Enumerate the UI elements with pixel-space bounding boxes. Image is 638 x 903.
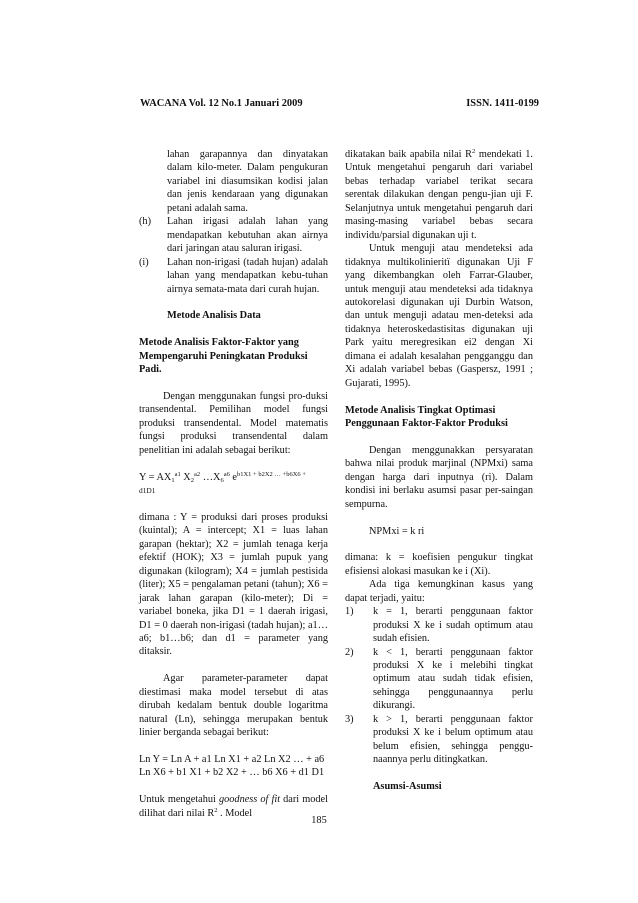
list-label: 2) bbox=[345, 646, 354, 658]
list-item-i bbox=[139, 256, 328, 296]
paragraph: dimana : Y = produksi dari proses produksi (kuintal); A = intercept; X1 = luas lahan garapan (hektar); X2 = jumlah tenaga kerja efektif (HOK); X3 = jumlah pupuk yang digunakan (kilogram); X4 = jumlah pestisida (liter); X5 = pengalaman petani (tahun); X6 = jarak lahan garapan (kilo-meter); Di = variabel boneka, jika D1 = 1 daerah irigasi, D1 = 0 daerah non-irigasi (tadah hujan); a1…a6; b1…b6; dan d1 = parameter yang ditaksir. bbox=[139, 511, 328, 658]
list-text: k > 1, berarti penggunaan faktor produksi X ke i belum optimum atau belum efisien, sehingga penggu-naannya perlu ditingkatkan. bbox=[373, 713, 533, 766]
list-text: k < 1, berarti penggunaan faktor produksi X ke i melebihi tingkat optimum atau sudah tidak efisien, sehingga penggunaannya perlu dikurangi. bbox=[373, 646, 533, 712]
paragraph: dikatakan baik apabila nilai $R^2$ mendekati 1. Untuk mengetahui pengaruh dari variabel bebas terhadap variabel terikat secara serentak dilakukan dengan pengu-jian uji F. Selanjutnya untuk mengetahui pengaruh dari masing-masing variabel bebas secara individu/parsial digunakan uji t. bbox=[345, 148, 534, 241]
section-heading: Metode Analisis Tingkat Optimasi Penggunaan Faktor-Faktor Produksi bbox=[345, 404, 508, 429]
running-header bbox=[140, 98, 539, 109]
issn-number: ISSN. 1411-0199 bbox=[466, 98, 539, 109]
list-text: Lahan irigasi adalah lahan yang mendapatkan kebutuhan akan airnya dari jaringan atau saluran irigasi. bbox=[167, 216, 328, 255]
list-item-3 bbox=[345, 713, 533, 767]
equation-log-linear: Ln Y = Ln A + a1 Ln X1 + a2 Ln X2 … + a6 Ln X6 + b1 X1 + b2 X2 + … b6 X6 + d1 D1 bbox=[139, 753, 325, 779]
equation-npm: NPMxi = k ri bbox=[369, 525, 425, 537]
left-column bbox=[139, 148, 328, 820]
subsection-heading: Asumsi-Asumsi bbox=[373, 780, 442, 792]
equation-production-function: $Y = AX_1^{a1}$ $X_2^{a2}$ $\dots X_6^{a6}$ $e^{b1X1 + b2X2 \dots +b6X6 +}$ d1D1 bbox=[139, 470, 306, 496]
list-item-h bbox=[139, 215, 328, 255]
list-label: 1) bbox=[345, 606, 354, 618]
list-label: (i) bbox=[139, 256, 149, 268]
paragraph: Agar parameter-parameter dapat diestimasi maka model tersebut di atas dirubah kedalam bentuk double logaritma natural (Ln), sehingga merupakan bentuk linier berganda sebagai berikut: bbox=[139, 673, 328, 739]
list-label: 3) bbox=[345, 713, 354, 725]
section-heading: Metode Analisis Faktor-Faktor yang Mempengaruhi Peningkatan Produksi Padi. bbox=[139, 337, 308, 376]
list-text: Lahan non-irigasi (tadah hujan) adalah lahan yang mendapatkan kebu-tuhan airnya semata-mata dari curah hujan. bbox=[167, 256, 328, 295]
right-column bbox=[345, 148, 533, 793]
paragraph: Dengan menggunakan fungsi pro-duksi transendental. Pemilihan model fungsi produksi transendental. Model matematis fungsi produksi transendental dalam penelitian ini adalah sebagai berikut: bbox=[139, 390, 328, 456]
subsection-heading: Metode Analisis Data bbox=[167, 310, 261, 322]
list-label: (h) bbox=[139, 216, 152, 228]
list-item-g-continuation: lahan garapannya dan dinyatakan dalam kilo-meter. Dalam pengukuran variabel ini diasumsikan kodisi jalan dan jenis kendaraan yang digunakan petani adalah sama. bbox=[167, 149, 328, 214]
list-item-1 bbox=[345, 605, 533, 645]
paragraph: Dengan menggunakkan persyaratan bahwa nilai produk marjinal (NPMxi) sama dengan harga dari inputnya (ri). Dalam kondisi ini berlaku asumsi pasar per-saingan sempurna. bbox=[345, 444, 533, 510]
list-item-2 bbox=[345, 646, 533, 713]
paragraph: Untuk mengetahui goodness of fit dari model dilihat dari nilai $R^2$ . Model bbox=[139, 794, 328, 819]
page-number: 185 bbox=[311, 815, 327, 826]
list-text: k = 1, berarti penggunaan faktor produksi X ke i sudah optimum atau sudah efisien. bbox=[373, 606, 533, 645]
paragraph: Ada tiga kemungkinan kasus yang dapat terjadi, yaitu: bbox=[345, 579, 533, 604]
paragraph: dimana: k = koefisien pengukur tingkat efisiensi alokasi masukan ke i (Xi). bbox=[345, 552, 533, 577]
paragraph: Untuk menguji atau mendeteksi ada tidaknya multikolinieritï digunakan Uji F yang dikembangkan oleh Farrar-Glauber, untuk menguji atau mendeteksi ada tidaknya autokorelasi digunakan uji Durbin Watson, dan untuk menguji adatau men-deteksi ada tidaknya heteroskedastisitas digunakan uji Park yaitu meregresikan ei2 dengan Xi dimana ei adalah kesalahan pengganggu dan Xi adalah variabel bebas (Gaspersz, 1991 ; Gujarati, 1995). bbox=[345, 243, 533, 389]
journal-info: WACANA Vol. 12 No.1 Januari 2009 bbox=[140, 98, 303, 109]
